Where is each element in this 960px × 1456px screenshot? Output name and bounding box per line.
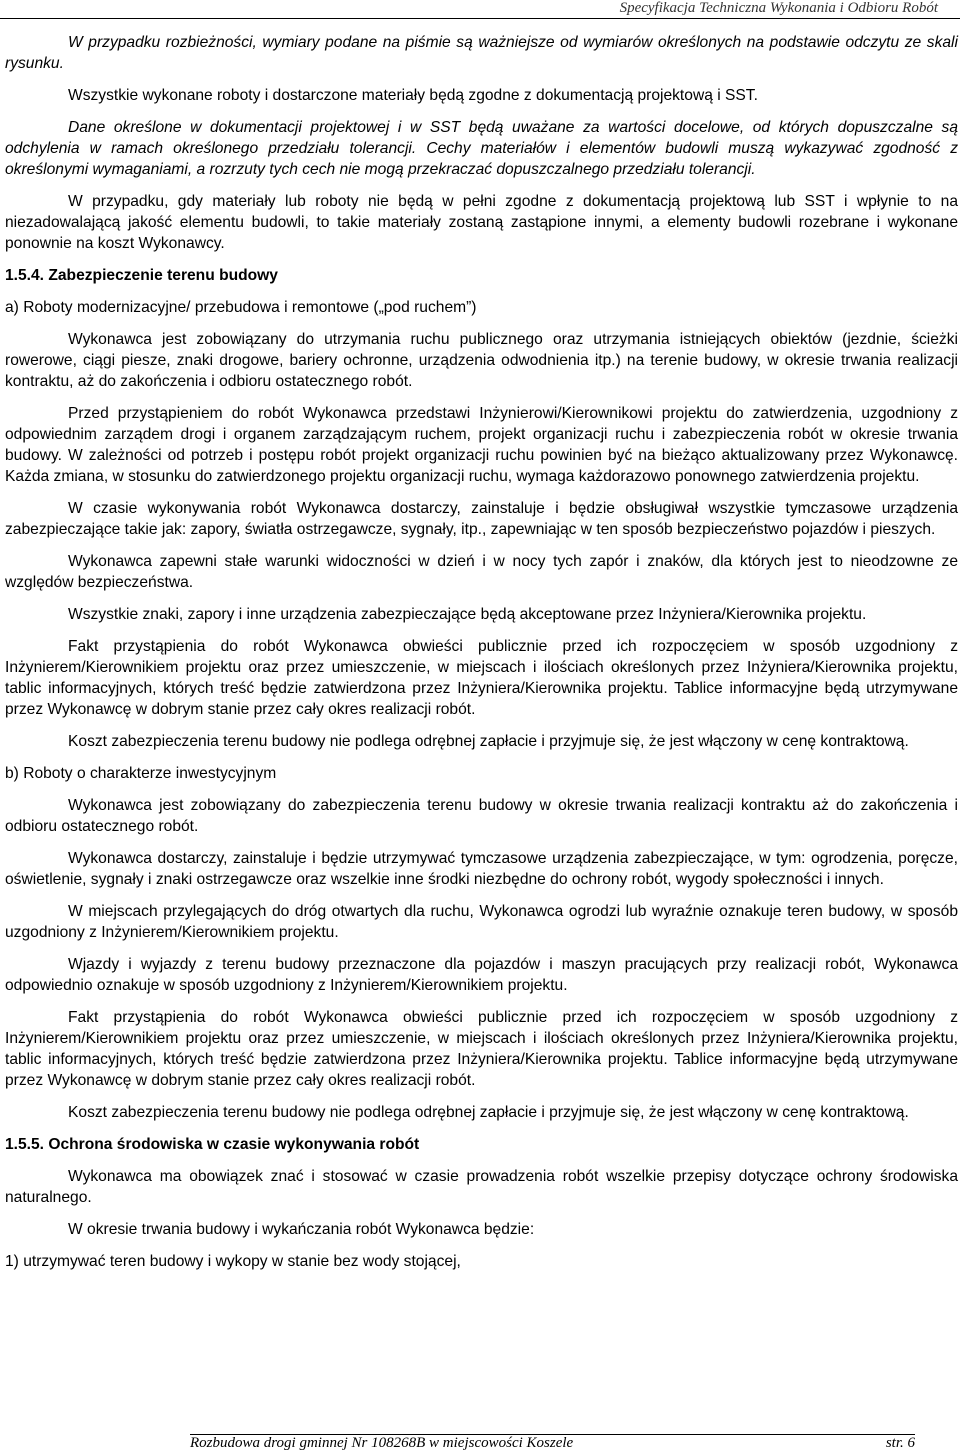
page-number: str. 6 [885,1435,915,1451]
footer-project-title: Rozbudowa drogi gminnej Nr 108268B w miejscowości Koszele [190,1435,574,1451]
paragraph: Wykonawca dostarczy, zainstaluje i będzie utrzymywać tymczasowe urządzenia zabezpieczające, w tym: ogrodzenia, poręcze, oświetlenie, sygnały i znaki ostrzegawcze oraz wszelkie inne środki niezbędne do ochrony robót, wygody społeczności i innych. [5,850,958,888]
paragraph: W przypadku, gdy materiały lub roboty nie będą w pełni zgodne z dokumentacją projektową lub SST i wpłynie to na niezadowalającą jakość elementu budowli, to takie materiały zostaną zastąpione innymi, a elementy budowli rozebrane i wykonane ponownie na koszt Wykonawcy. [5,193,958,252]
paragraph: Wjazdy i wyjazdy z terenu budowy przeznaczone dla pojazdów i maszyn pracujących przy realizacji robót, Wykonawca odpowiednio oznakuje w sposób uzgodniony z Inżynierem/Kierownikiem projektu. [5,956,958,994]
page-footer [190,1434,915,1452]
paragraph: Wszystkie wykonane roboty i dostarczone materiały będą zgodne z dokumentacją projektową i SST. [68,87,758,104]
paragraph: Wykonawca jest zobowiązany do utrzymania ruchu publicznego oraz utrzymania istniejących obiektów (jezdnie, ścieżki rowerowe, ciągi piesze, znaki drogowe, bariery ochronne, urządzenia odwodnienia itp.) na terenie budowy, w okresie trwania realizacji kontraktu, aż do zakończenia i odbioru ostatecznego robót. [5,331,958,390]
paragraph: Dane określone w dokumentacji projektowej i w SST będą uważane za wartości docelowe, od których dopuszczalne są odchylenia w ramach określonego przedziału tolerancji. Cechy materiałów i elementów budowli muszą wykazywać zgodność z określonymi wymaganiami, a rozrzuty tych cech nie mogą przekraczać dopuszczalnego przedziału tolerancji. [5,119,958,178]
header-rule [0,18,960,19]
list-item: 1) utrzymywać teren budowy i wykopy w stanie bez wody stojącej, [5,1253,461,1270]
paragraph: Koszt zabezpieczenia terenu budowy nie podlega odrębnej zapłacie i przyjmuje się, że jest włączony w cenę kontraktową. [68,733,909,750]
section-heading-1-5-4: 1.5.4. Zabezpieczenie terenu budowy [5,267,278,284]
section-heading-1-5-5: 1.5.5. Ochrona środowiska w czasie wykonywania robót [5,1136,420,1153]
paragraph: Fakt przystąpienia do robót Wykonawca obwieści publicznie przed ich rozpoczęciem w sposób uzgodniony z Inżynierem/Kierownikiem projektu oraz przez umieszczenie, w miejscach i ilościach określonych przez Inżyniera/Kierownika projektu, tablic informacyjnych, których treść będzie zatwierdzona przez Inżyniera/Kierownika projektu. Tablice informacyjne będą utrzymywane przez Wykonawcę w dobrym stanie przez cały okres realizacji robót. [5,638,958,718]
paragraph: Wszystkie znaki, zapory i inne urządzenia zabezpieczające będą akceptowane przez Inżyniera/Kierownika projektu. [68,606,867,623]
paragraph: Przed przystąpieniem do robót Wykonawca przedstawi Inżynierowi/Kierownikowi projektu do zatwierdzenia, uzgodniony z odpowiednim zarządem drogi i organem zarządzającym ruchem, projekt organizacji ruchu i zabezpieczenia robót w okresie trwania budowy. W zależności od potrzeb i postępu robót projekt organizacji ruchu powinien być na bieżąco aktualizowany przez Wykonawcę. Każda zmiana, w stosunku do zatwierdzonego projektu organizacji ruchu, wymaga każdorazowo ponownego zatwierdzenia projektu. [5,405,958,485]
running-header: Specyfikacja Techniczna Wykonania i Odbioru Robót [619,0,938,16]
paragraph: Wykonawca jest zobowiązany do zabezpieczenia terenu budowy w okresie trwania realizacji kontraktu aż do zakończenia i odbioru ostatecznego robót. [5,797,958,835]
subsection-a: a) Roboty modernizacyjne/ przebudowa i remontowe („pod ruchem”) [5,299,477,316]
paragraph: Wykonawca ma obowiązek znać i stosować w czasie prowadzenia robót wszelkie przepisy dotyczące ochrony środowiska naturalnego. [5,1168,958,1206]
paragraph: Wykonawca zapewni stałe warunki widoczności w dzień i w nocy tych zapór i znaków, dla których jest to nieodzowne ze względów bezpieczeństwa. [5,553,958,591]
paragraph: W przypadku rozbieżności, wymiary podane na piśmie są ważniejsze od wymiarów określonych na podstawie odczytu ze skali rysunku. [5,34,958,72]
paragraph: Koszt zabezpieczenia terenu budowy nie podlega odrębnej zapłacie i przyjmuje się, że jest włączony w cenę kontraktową. [68,1104,909,1121]
paragraph: W czasie wykonywania robót Wykonawca dostarczy, zainstaluje i będzie obsługiwał wszystkie tymczasowe urządzenia zabezpieczające takie jak: zapory, światła ostrzegawcze, sygnały, itp., zapewniając w ten sposób bezpieczeństwo pojazdów i pieszych. [5,500,958,538]
paragraph: Fakt przystąpienia do robót Wykonawca obwieści publicznie przed ich rozpoczęciem w sposób uzgodniony z Inżynierem/Kierownikiem projektu oraz przez umieszczenie, w miejscach i ilościach określonych przez Inżyniera/Kierownika projektu, tablic informacyjnych, których treść będzie zatwierdzona przez Inżyniera/Kierownika projektu. Tablice informacyjne będą utrzymywane przez Wykonawcę w dobrym stanie przez cały okres realizacji robót. [5,1009,958,1089]
paragraph: W okresie trwania budowy i wykańczania robót Wykonawca będzie: [68,1221,535,1238]
subsection-b: b) Roboty o charakterze inwestycyjnym [5,765,277,782]
paragraph: W miejscach przylegających do dróg otwartych dla ruchu, Wykonawca ogrodzi lub wyraźnie oznakuje teren budowy, w sposób uzgodniony z Inżynierem/Kierownikiem projektu. [5,903,958,941]
document-body [5,32,958,1272]
